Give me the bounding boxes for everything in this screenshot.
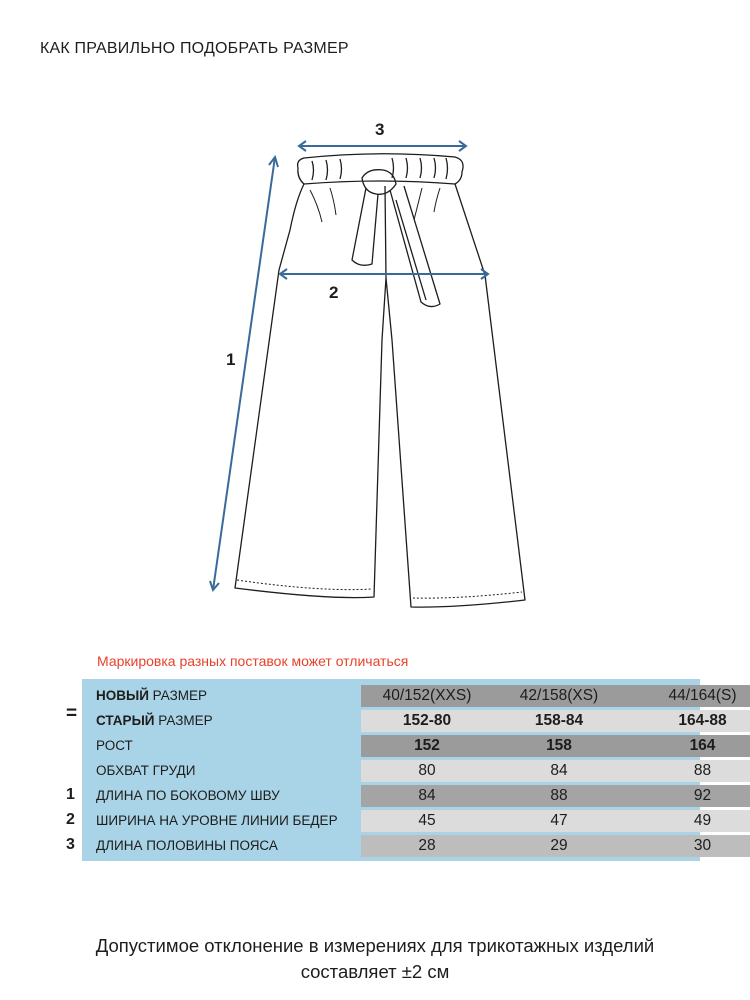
waistband-ruffles: [312, 158, 448, 180]
cell-value: 92: [693, 787, 712, 804]
size-table: [82, 679, 737, 861]
cell-value: 80: [418, 762, 436, 779]
cell-value: 84: [550, 762, 568, 779]
cell-value: 84: [418, 787, 436, 804]
cell-value: 28: [418, 837, 436, 854]
cell-value: 158: [546, 737, 572, 754]
belt-tie-left: [352, 188, 378, 265]
dimension-label-1: 1: [226, 350, 236, 369]
cell-value: 152: [414, 737, 440, 754]
supply-note: Маркировка разных поставок может отличаться: [97, 653, 409, 669]
cell-value: 44/164(S): [668, 687, 737, 704]
equals-sign: =: [66, 703, 78, 724]
row-number-3: 3: [66, 836, 75, 853]
cell-value: 42/158(XS): [519, 687, 599, 704]
row-label-old-size: СТАРЫЙ РАЗМЕР: [96, 713, 213, 728]
row-label-hip-width: ШИРИНА НА УРОВНЕ ЛИНИИ БЕДЕР: [96, 813, 338, 828]
cell-value: 47: [550, 812, 568, 829]
row-number-2: 2: [66, 811, 75, 828]
row-number-1: 1: [66, 786, 75, 803]
footer-tolerance-line1: Допустимое отклонение в измерениях для трикотажных изделий: [95, 935, 655, 956]
cell-value: 29: [550, 837, 568, 854]
pants-outline: [235, 184, 525, 607]
cell-value: 88: [693, 762, 712, 779]
footer-tolerance-line2: составляет ±2 см: [300, 961, 450, 982]
cell-value: 164-88: [678, 712, 727, 729]
row-label-side-seam: ДЛИНА ПО БОКОВОМУ ШВУ: [96, 788, 280, 803]
pleat-folds: [310, 188, 440, 222]
front-rise: [385, 186, 386, 278]
cell-value: 45: [418, 812, 436, 829]
dimension-label-2: 2: [329, 283, 339, 302]
cell-value: 152-80: [402, 712, 452, 729]
page-title: КАК ПРАВИЛЬНО ПОДОБРАТЬ РАЗМЕР: [40, 40, 349, 57]
cell-value: 88: [550, 787, 568, 804]
hem-stitch: [237, 580, 522, 598]
dimension-label-3: 3: [375, 120, 385, 139]
cell-value: 30: [693, 837, 712, 854]
cell-value: 164: [689, 737, 716, 754]
row-label-height: РОСТ: [96, 738, 133, 753]
cell-value: 49: [693, 812, 712, 829]
belt-tie-right-edge: [396, 200, 426, 300]
row-label-chest: ОБХВАТ ГРУДИ: [96, 763, 196, 778]
row-label-half-waist: ДЛИНА ПОЛОВИНЫ ПОЯСА: [96, 838, 278, 853]
cell-value: 40/152(XXS): [382, 687, 472, 704]
waistband: [298, 154, 463, 184]
belt-knot: [362, 170, 396, 195]
cell-value: 158-84: [534, 712, 584, 729]
row-label-new-size: НОВЫЙ РАЗМЕР: [96, 688, 208, 703]
